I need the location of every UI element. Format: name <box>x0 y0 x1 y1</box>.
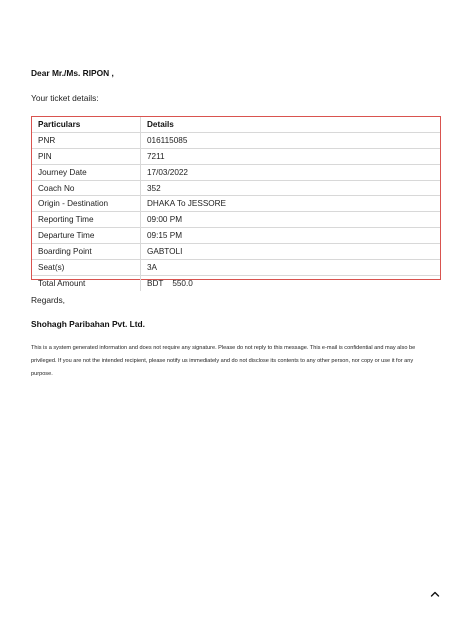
row-value: GABTOLI <box>141 244 441 260</box>
row-label: PIN <box>32 148 141 164</box>
row-label: Reporting Time <box>32 212 141 228</box>
ticket-details-table <box>31 116 441 288</box>
row-value: BDT 550.0 <box>147 278 193 288</box>
table-row <box>32 260 440 276</box>
table-row <box>32 132 440 148</box>
header-particulars: Particulars <box>32 117 141 132</box>
table-header-row <box>32 117 440 132</box>
table-row <box>32 164 440 180</box>
row-value: 17/03/2022 <box>141 164 441 180</box>
row-label: Total Amount <box>32 275 141 290</box>
table-row <box>32 196 440 212</box>
table-row <box>32 148 440 164</box>
intro-text: Your ticket details: <box>31 93 99 103</box>
disclaimer-text: This is a system generated information and does not require any signature. Please do not reply to this message. This e-mail is confidential and may also be privileged. If you are not the intended recipient, please notify us immediately and do not disclose its contents to any other person, nor copy or use it for any purpose. <box>31 345 416 377</box>
row-value: 09:15 PM <box>141 228 441 244</box>
table-row <box>32 275 440 290</box>
table-row <box>32 244 440 260</box>
regards-text: Regards, <box>31 295 65 305</box>
row-value: 09:00 PM <box>141 212 441 228</box>
row-label: Boarding Point <box>32 244 141 260</box>
table-row <box>32 228 440 244</box>
ticket-table <box>32 117 440 291</box>
row-label: Journey Date <box>32 164 141 180</box>
table-row <box>32 180 440 196</box>
chevron-up-icon[interactable] <box>428 587 442 601</box>
header-details: Details <box>141 117 441 132</box>
table-row <box>32 212 440 228</box>
row-label: Coach No <box>32 180 141 196</box>
company-name: Shohagh Paribahan Pvt. Ltd. <box>31 319 146 329</box>
row-value: 352 <box>141 180 441 196</box>
row-label: Seat(s) <box>32 260 141 276</box>
row-value: 3A <box>141 260 441 276</box>
row-value: 7211 <box>141 148 441 164</box>
row-value: 016115085 <box>141 132 441 148</box>
greeting: Dear Mr./Ms. RIPON , <box>31 68 114 78</box>
row-label: PNR <box>32 132 141 148</box>
row-label: Origin - Destination <box>32 196 141 212</box>
row-label: Departure Time <box>32 228 141 244</box>
row-value: DHAKA To JESSORE <box>141 196 441 212</box>
